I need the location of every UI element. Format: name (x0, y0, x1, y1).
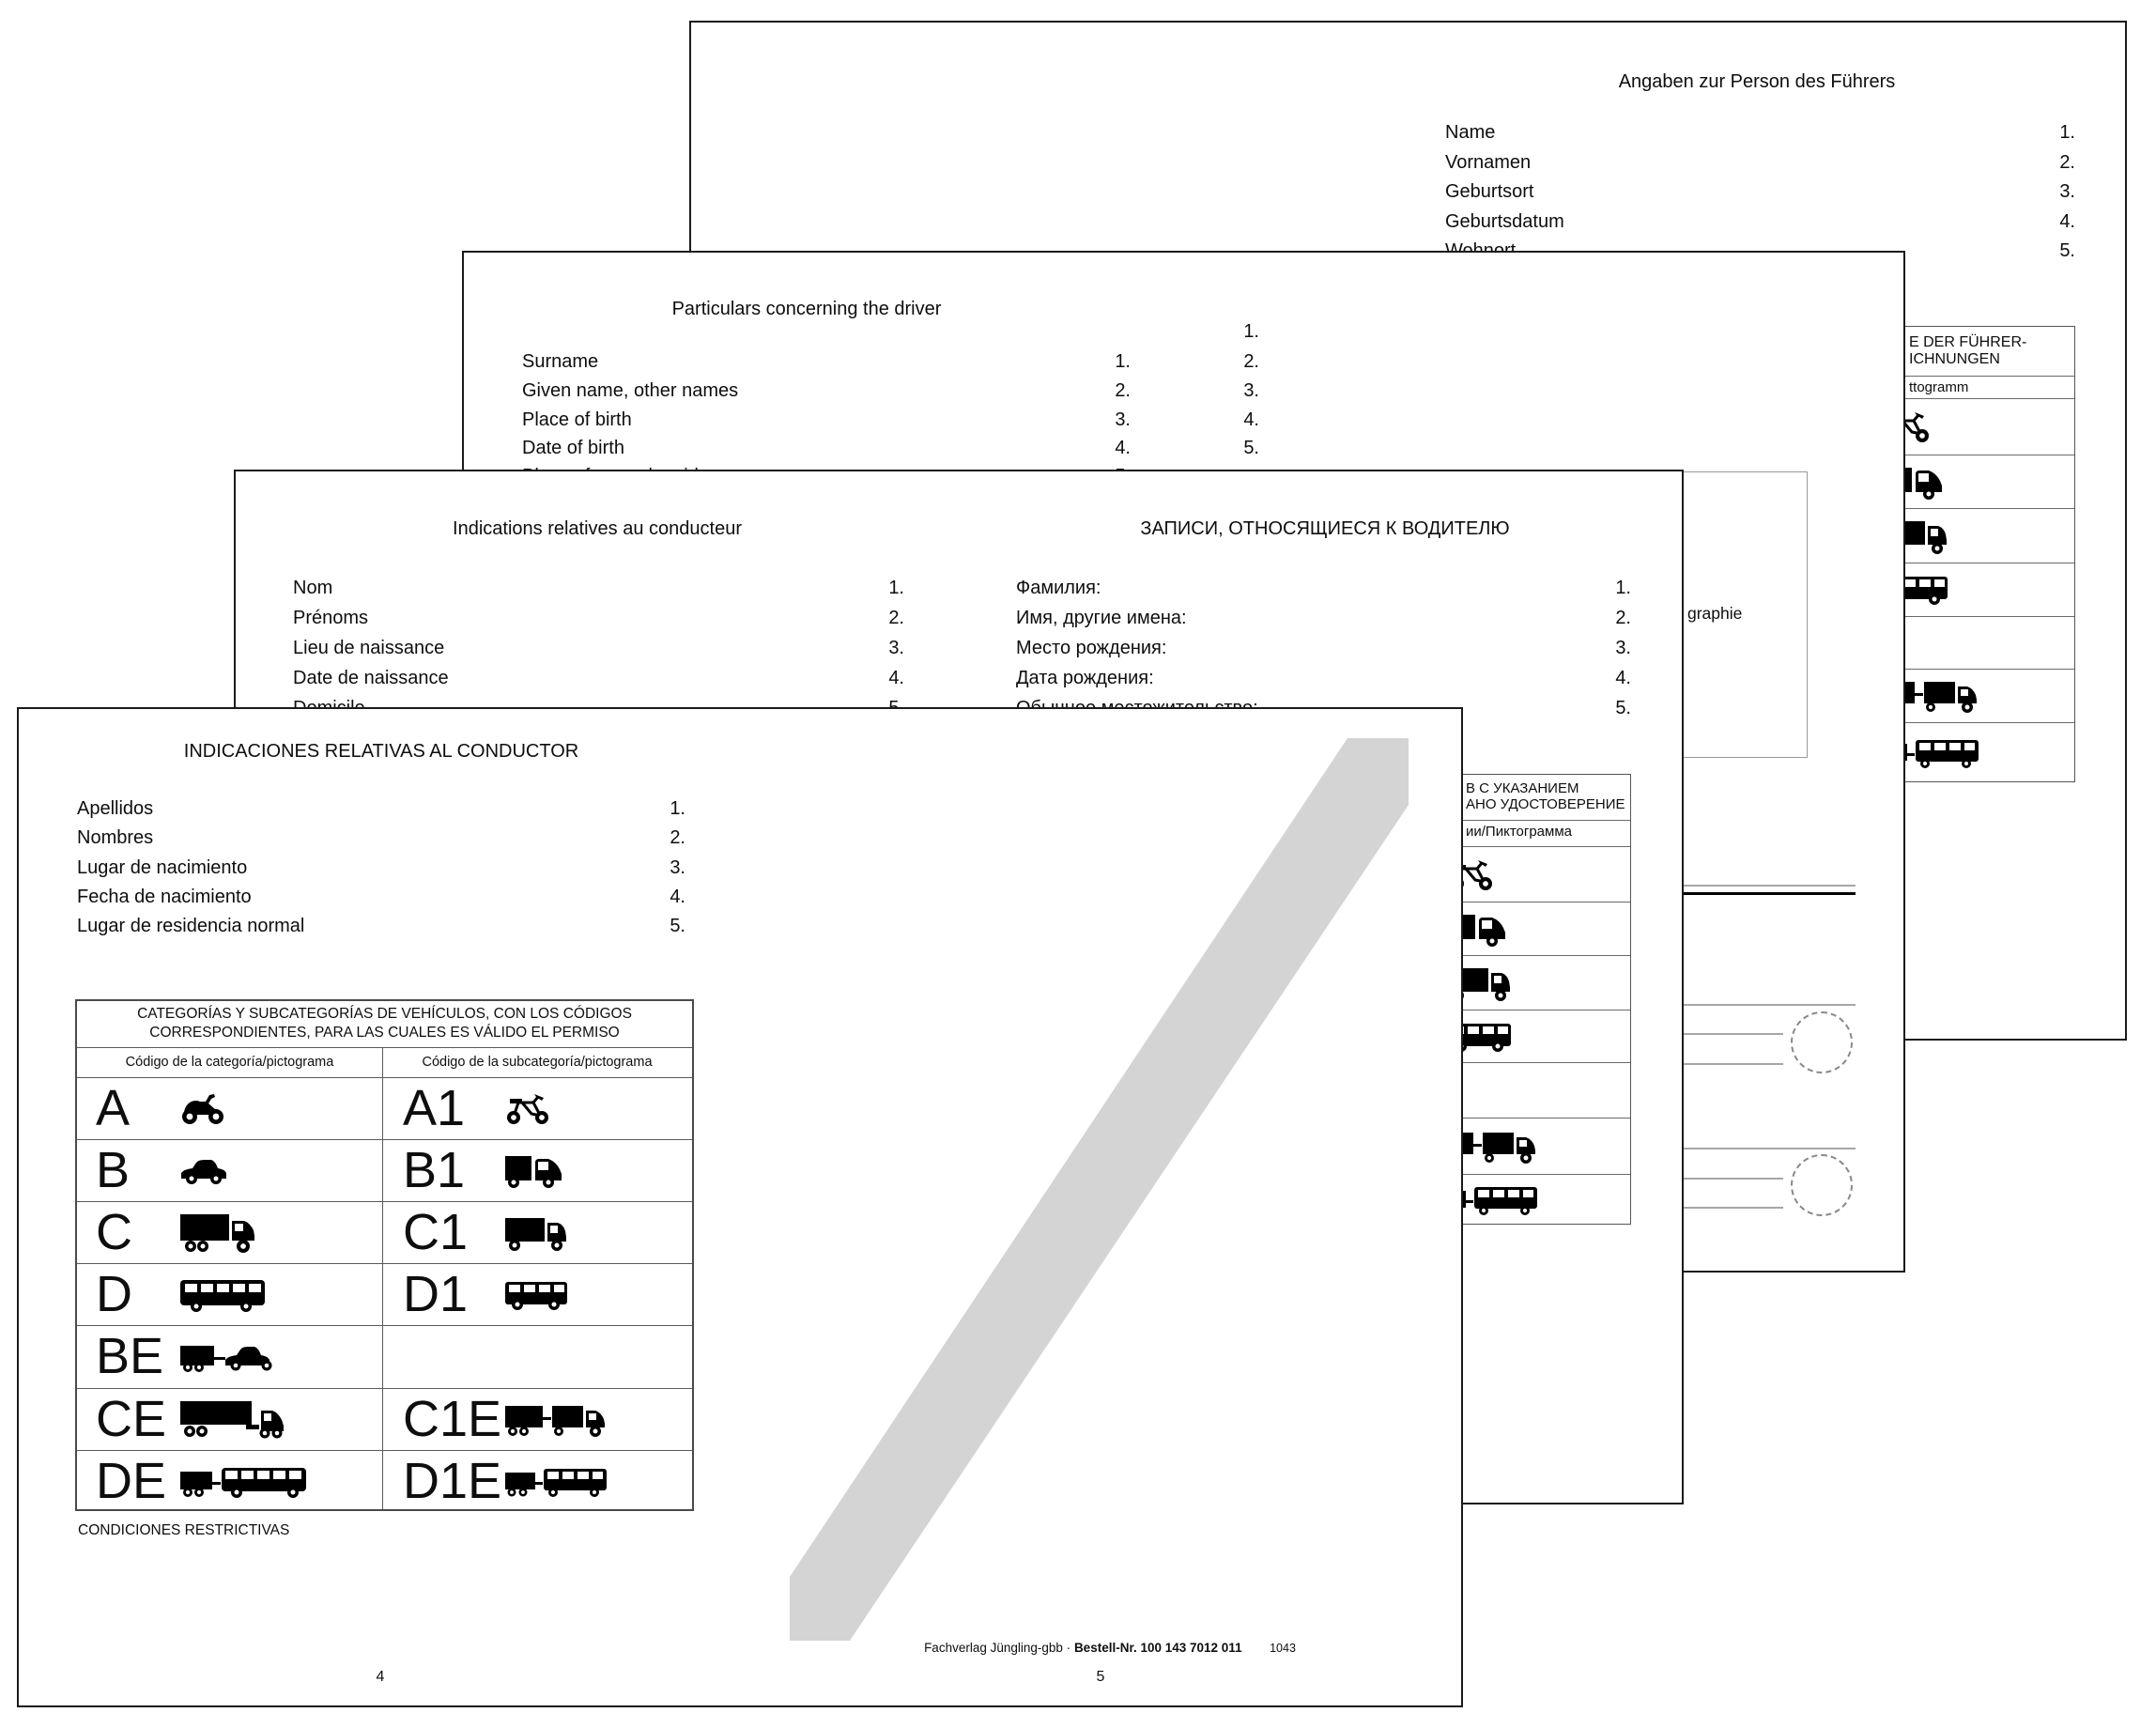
truck-trailer-icon (505, 1402, 607, 1437)
bus-small-icon (505, 1279, 567, 1310)
moped-icon (505, 1091, 550, 1125)
pictogram-cell (180, 1277, 265, 1312)
entry-number: 1. (1243, 321, 1259, 342)
page-title-russian: ЗАПИСИ, ОТНОСЯЩИЕСЯ К ВОДИТЕЛЮ (1140, 518, 1510, 539)
trailer-bus-small-icon (505, 1466, 607, 1497)
field-label: Имя, другие имена: (1016, 608, 1187, 628)
table-row-divider (77, 1139, 692, 1140)
field-label: Lugar de residencia normal (77, 916, 305, 936)
field-label: Prénoms (293, 608, 369, 628)
category-code: B (96, 1142, 131, 1198)
russian-table-header-fragment: В С УКАЗАНИЕМ (1466, 780, 1579, 796)
field-number: 3. (670, 857, 685, 878)
german-table-header-fragment: ICHNUNGEN (1909, 351, 2000, 367)
subcategory-code: D1 (403, 1266, 469, 1322)
field-number: 5. (2059, 240, 2075, 261)
subcategory-code: D1E (403, 1453, 502, 1509)
page-title-german: Angaben zur Person des Führers (1618, 71, 1896, 92)
field-label: Nombres (77, 827, 154, 848)
pictogram-cell (505, 1466, 607, 1497)
field-number: 3. (2059, 181, 2075, 202)
field-label: Date of birth (522, 438, 624, 458)
field-label: Geburtsdatum (1445, 211, 1564, 232)
field-label: Lieu de naissance (293, 638, 445, 658)
field-label: Fecha de nacimiento (77, 887, 252, 907)
page-title-english: Particulars concerning the driver (671, 299, 942, 319)
entry-number: 4. (1243, 409, 1259, 430)
pictogram-cell (505, 1279, 567, 1310)
german-table-header-fragment: E DER FÜHRER- (1909, 334, 2027, 350)
sheet-spanish (17, 707, 1463, 1707)
subcategory-code: C1E (403, 1391, 502, 1447)
field-label: Nom (293, 578, 333, 598)
category-code: D (96, 1266, 132, 1322)
table-row-divider (77, 1077, 692, 1078)
field-number: 1. (888, 578, 904, 598)
category-code: CE (96, 1391, 167, 1447)
table-row-divider (77, 1325, 692, 1326)
field-label: Place of birth (522, 409, 632, 430)
table-row-divider (77, 1047, 692, 1048)
pictogram-cell (505, 1151, 563, 1189)
publisher-footer (922, 1641, 1298, 1655)
pictogram-cell (505, 1091, 550, 1125)
trailer-bus-icon (180, 1465, 306, 1498)
stamp-circle (1791, 1011, 1853, 1073)
german-table-subheader-fragment: ttogramm (1909, 379, 1969, 395)
motorcycle-icon (180, 1091, 225, 1125)
spanish-page-content (19, 709, 1461, 1705)
column-header-category: Código de la categoría/pictograma (125, 1055, 334, 1070)
field-label: Место рождения: (1016, 638, 1167, 658)
publisher-name: Fachverlag Jüngling-gbb (924, 1641, 1063, 1655)
car-icon (180, 1156, 227, 1184)
entry-number: 5. (1243, 438, 1259, 458)
page-title-spanish: INDICACIONES RELATIVAS AL CONDUCTOR (183, 741, 579, 762)
subcategory-code: C1 (403, 1204, 469, 1260)
field-number: 3. (888, 638, 904, 658)
trailer-car-icon (180, 1341, 284, 1372)
table-row-divider (77, 1450, 692, 1451)
field-label: Фамилия: (1016, 578, 1101, 598)
table-row-divider (77, 1388, 692, 1389)
field-label: Apellidos (77, 798, 154, 819)
field-number: 4. (888, 668, 904, 688)
table-header-line1: CATEGORÍAS Y SUBCATEGORÍAS DE VEHÍCULOS, CON LOS CÓDIGOS (137, 1006, 632, 1022)
field-number: 4. (1115, 438, 1131, 458)
russian-table-header-fragment: АНО УДОСТОВЕРЕНИЕ (1466, 796, 1625, 812)
category-code: DE (96, 1453, 167, 1509)
field-label: Name (1445, 122, 1496, 143)
pictogram-cell (180, 1156, 227, 1184)
field-number: 2. (670, 827, 685, 848)
table-row-divider (77, 1201, 692, 1202)
footer-separator: · (1066, 1641, 1071, 1655)
print-code: 1043 (1270, 1642, 1296, 1655)
truck-icon (180, 1211, 255, 1253)
field-label: Vornamen (1445, 152, 1532, 173)
field-number: 4. (670, 887, 685, 907)
photo-label-fragment: graphie (1687, 604, 1743, 623)
field-label: Surname (522, 351, 599, 372)
bus-icon (180, 1277, 265, 1312)
field-label: Given name, other names (522, 380, 739, 401)
field-number: 3. (1115, 409, 1131, 430)
field-label: Lugar de nacimiento (77, 857, 248, 878)
field-label: Geburtsort (1445, 181, 1534, 202)
field-number: 2. (1615, 608, 1631, 628)
field-number: 5. (1615, 698, 1631, 718)
field-number: 1. (670, 798, 685, 819)
table-column-divider (382, 1047, 383, 1509)
pictogram-cell (180, 1091, 225, 1125)
field-number: 1. (1615, 578, 1631, 598)
category-code: A (96, 1080, 131, 1136)
subcategory-code: A1 (403, 1080, 466, 1136)
entry-number: 3. (1243, 380, 1259, 401)
entry-number: 2. (1243, 351, 1259, 372)
page-number-right: 5 (1096, 1669, 1105, 1685)
restrictions-label: CONDICIONES RESTRICTIVAS (78, 1522, 290, 1538)
subcategory-code: B1 (403, 1142, 466, 1198)
field-label: Date de naissance (293, 668, 449, 688)
russian-table-subheader-fragment: ии/Пиктограмма (1466, 824, 1572, 840)
field-number: 5. (670, 916, 685, 936)
pictogram-cell (180, 1211, 255, 1253)
spanish-category-table (75, 999, 694, 1511)
page-title-french: Indications relatives au conducteur (453, 518, 742, 539)
three-wheel-van-icon (505, 1151, 563, 1189)
category-code: BE (96, 1328, 164, 1384)
semi-truck-icon (180, 1400, 285, 1439)
page-number-left: 4 (376, 1669, 385, 1685)
field-number: 2. (1115, 380, 1131, 401)
field-number: 2. (888, 608, 904, 628)
category-code: C (96, 1204, 132, 1260)
field-number: 4. (2059, 211, 2075, 232)
pictogram-cell (180, 1400, 285, 1439)
field-number: 3. (1615, 638, 1631, 658)
table-header-line2: CORRESPONDIENTES, PARA LAS CUALES ES VÁLIDO EL PERMISO (149, 1025, 620, 1041)
table-row-divider (77, 1263, 692, 1264)
field-label: Дата рождения: (1016, 668, 1154, 688)
field-number: 4. (1615, 668, 1631, 688)
field-number: 1. (1115, 351, 1131, 372)
field-number: 1. (2059, 122, 2075, 143)
pictogram-cell (180, 1341, 284, 1372)
field-number: 2. (2059, 152, 2075, 173)
pictogram-cell (180, 1465, 306, 1498)
stamp-circle (1791, 1154, 1853, 1216)
order-number: Bestell-Nr. 100 143 7012 011 (1073, 1641, 1242, 1655)
pictogram-cell (505, 1402, 607, 1437)
truck-small-icon (505, 1214, 567, 1251)
pictogram-cell (505, 1214, 567, 1251)
column-header-subcategory: Código de la subcategoría/pictograma (422, 1055, 653, 1070)
